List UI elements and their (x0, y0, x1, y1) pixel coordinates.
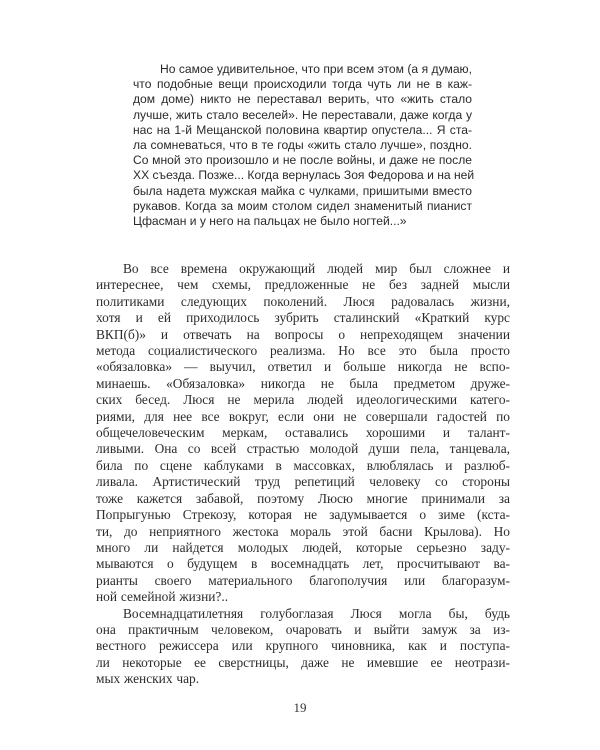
text-line: Во все времена окружающий людей мир был сложнее и (123, 261, 510, 276)
quote-line: рукавов. Когда за моим столом сидел знаменитый пианист (133, 198, 472, 213)
text-line: мываются о будущем в восемнадцать лет, просчитывают ва- (96, 556, 510, 572)
quote-line: XX съезда. Позже... Когда вернулась Зоя Федорова и на ней (133, 168, 475, 183)
text-line: минаешь. «Обязаловка» никогда не была предметом друже- (96, 375, 510, 391)
quote-line: Цфасман и у него на пальцах не было ногтей...» (133, 214, 407, 229)
text-line: общечеловеческим меркам, оставались хорошими и талант- (96, 425, 510, 441)
text-line: много ли найдется молодых людей, которые серьезно заду- (96, 539, 510, 555)
quote-line: лучше, жить стало веселей». Не переставали, даже когда у (133, 107, 472, 122)
text-line: ли некоторые ее сверстницы, даже не имевшие ее неотрази- (96, 654, 510, 670)
quote-line: что подобные вещи происходили тогда чуть ли не в каж- (133, 77, 472, 92)
text-line: ливыми. Она со всей страстью молодой души пела, танцевала, (96, 441, 510, 457)
quote-line: была надета мужская майка с чулками, пришитыми вместо (133, 183, 472, 198)
text-line: ских бесед. Люся не мерила людей идеологическими катего- (96, 392, 510, 408)
text-line: интереснее, чем схемы, предложенные не без задней мысли (96, 277, 510, 293)
text-line: ВКП(б)» и отвечать на вопросы о непреходящем значении (96, 326, 510, 342)
text-line: ной семейной жизни?.. (96, 589, 229, 605)
text-line: хотя и ей приходилось зубрить сталинский «Краткий курс (96, 310, 510, 326)
text-line: ливала. Артистический труд репетиций человеку со стороны (96, 474, 510, 490)
quote-line: нас на 1-й Мещанской половина квартир опустела... Я ста- (133, 122, 472, 137)
text-line: риями, для нее все вокруг, если они не совершали гадостей по (96, 408, 510, 424)
text-line: рианты своего материального благополучия или благоразум- (96, 572, 510, 588)
paragraph (96, 606, 510, 688)
quote-line: Но самое удивительное, что при всем этом (а я думаю, (160, 62, 472, 76)
text-line: она практичным человеком, очаровать и выйти замуж за из- (96, 621, 510, 637)
quote-line: дом доме) никто не переставал верить, что «жить стало (133, 92, 472, 107)
paragraph (96, 261, 510, 606)
text-line: «обязаловка» — выучил, ответил и больше никогда не вспо- (96, 359, 510, 375)
quote-line: ла сомневаться, что в те годы «жить стало лучше», поздно. (133, 138, 472, 153)
text-line: мых женских чар. (96, 671, 200, 687)
text-line: метода социалистического реализма. Но все это была просто (96, 343, 510, 359)
text-line: била по сцене каблуками в массовках, влюблялась и разлюб- (96, 457, 510, 473)
quote-line: Со мной это произошло и не после войны, и даже не после (133, 153, 472, 168)
text-line: политиками следующих поколений. Люся радовалась жизни, (96, 293, 510, 309)
text-line: вестного режиссера или крупного чиновника, как и поступа- (96, 638, 510, 654)
page-number: 19 (293, 700, 307, 715)
quote-block (133, 62, 475, 229)
text-line: тоже кажется забавой, поэтому Люсю многие принимали за (96, 490, 510, 506)
text-line: ти, до неприятного жестока мораль этой басни Крылова). Но (96, 523, 510, 539)
text-line: Попрыгунью Стрекозу, которая не задумывается о зиме (кста- (96, 507, 510, 523)
body-text (96, 261, 510, 688)
text-line: Восемнадцатилетняя голубоглазая Люся могла бы, будь (123, 605, 510, 621)
